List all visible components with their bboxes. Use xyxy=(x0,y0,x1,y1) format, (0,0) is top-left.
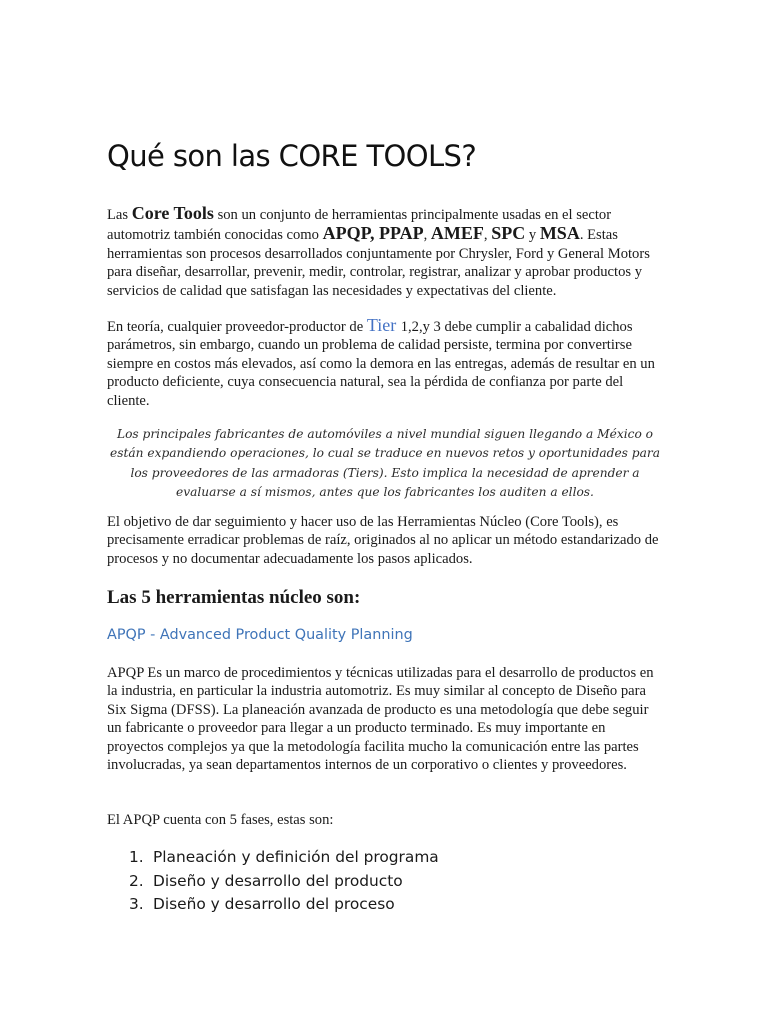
intro-sep-2: , xyxy=(483,227,492,244)
list-item-number: 1. xyxy=(129,848,144,866)
amef-term: AMEF xyxy=(430,223,484,244)
list-item-number: 3. xyxy=(129,895,144,914)
theory-prefix: En teoría, cualquier proveedor-productor de xyxy=(107,319,367,335)
phases-list xyxy=(129,846,439,917)
list-item xyxy=(129,846,439,870)
section-heading: Las 5 herramientas núcleo son: xyxy=(107,587,361,608)
objective-paragraph: El objetivo de dar seguimiento y hacer uso de las Herramientas Núcleo (Core Tools), es precisamente erradicar problemas de raíz, originados al no aplicar un método estandarizado de procesos y no documentar adecuadamente los pasos aplicados. xyxy=(107,514,659,567)
intro-prefix: Las xyxy=(107,207,132,223)
quote-paragraph: Los principales fabricantes de automóviles a nivel mundial siguen llegando a México o están expandiendo operaciones, lo cual se traduce en nuevos retos y oportunidades para los proveedores de las armadoras (Tiers). Esto implica la necesidad de aprender a evaluarse a sí mismos, antes que los fabricantes los auditen a ellos. xyxy=(110,427,660,499)
phases-intro: El APQP cuenta con 5 fases, estas son: xyxy=(107,812,334,828)
apqp-heading: APQP - Advanced Product Quality Planning xyxy=(107,627,413,643)
list-item-label: Planeación y definición del programa xyxy=(153,848,439,866)
intro-sep-1: , xyxy=(423,227,431,244)
intro-sep-3: y xyxy=(525,227,540,244)
list-item xyxy=(129,893,439,917)
list-item xyxy=(129,870,439,894)
theory-text: 1,2,y 3 debe cumplir a cabalidad dichos parámetros, sin embargo, cuando un problema de calidad persiste, termina por convertirse siempre en costos más elevados, así como la demora en las entregas, además de resultar en un producto deficiente, cuya consecuencia natural, sea la pérdida de confianza por parte del cliente. xyxy=(107,319,655,409)
intro-text-2: . Estas herramientas son procesos desarrollados conjuntamente por Chrysler, Ford y General Motors para diseñar, desarrollar, prevenir, medir, controlar, registrar, analizar y aprobar productos y servicios de calidad que satisfagan las necesidades y expectativas del cliente. xyxy=(107,227,650,299)
list-item-label: Diseño y desarrollo del producto xyxy=(153,871,403,890)
apqp-description: APQP Es un marco de procedimientos y técnicas utilizadas para el desarrollo de productos en la industria, en particular la industria automotriz. Es muy similar al concepto de Diseño para Six Sigma (DFSS). La planeación avanzada de producto es una metodología que debe seguir un fabricante o proveedor para llegar a un producto terminado. Es muy importante en proyectos complejos ya que la metodología facilita mucho la comunicación entre las partes involucradas, ya sean departamentos internos de un corporativo o clientes y proveedores. xyxy=(107,665,654,774)
spc-term: SPC xyxy=(491,223,526,244)
apqp-ppap-term: APQP, PPAP xyxy=(322,223,424,244)
tier-link[interactable]: Tier xyxy=(366,315,401,335)
core-tools-term: Core Tools xyxy=(131,203,214,223)
list-item-number: 2. xyxy=(129,871,144,890)
intro-text-1: son un conjunto de herramientas principalmente usadas en el sector automotriz también conocidas como xyxy=(107,207,612,244)
theory-paragraph xyxy=(107,316,663,410)
list-item-label: Diseño y desarrollo del proceso xyxy=(153,895,395,914)
page-title: Qué son las CORE TOOLS? xyxy=(107,139,477,173)
intro-paragraph xyxy=(107,204,663,300)
msa-term: MSA xyxy=(539,223,580,244)
